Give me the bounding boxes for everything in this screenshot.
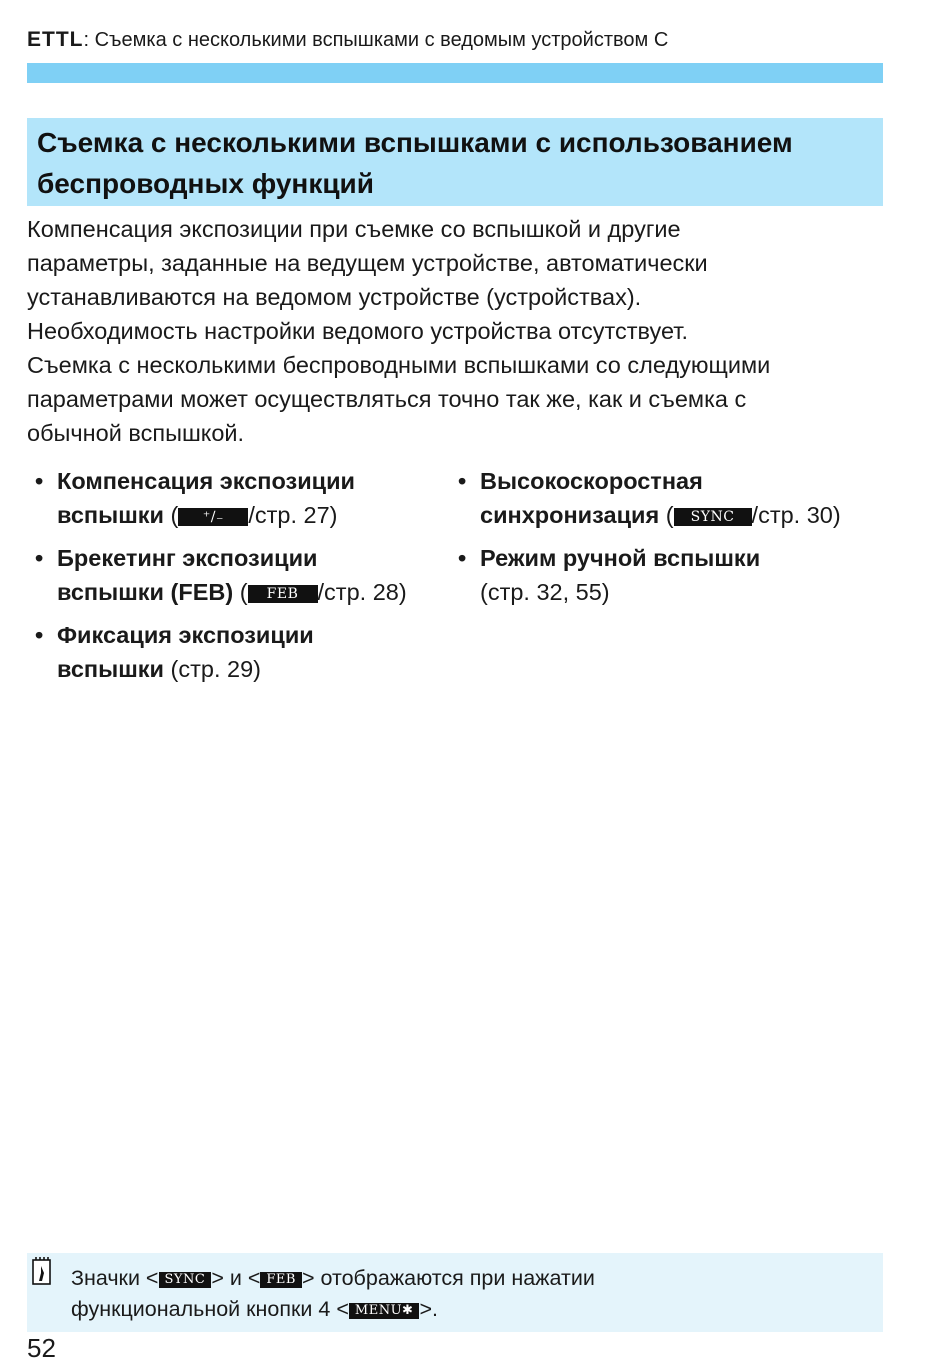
feature-item: • Брекетинг экспозиции вспышки (FEB) ( FEB /стр. 28) (35, 541, 450, 609)
bullet-dot: • (458, 468, 467, 494)
intro-line: обычной вспышкой. (27, 420, 245, 446)
feature-title: Режим ручной вспышки (480, 545, 761, 571)
feature-title: Компенсация экспозиции (57, 468, 355, 494)
intro-line: устанавливаются на ведомом устройстве (устройствах). (27, 284, 642, 310)
header-subtitle: : Съемка с несколькими вспышками с ведомым устройством C (83, 29, 669, 51)
feature-item (458, 541, 883, 609)
page-number: 52 (27, 1333, 56, 1363)
page-ref: (стр. 32, 55) (480, 579, 610, 605)
page-ref: /стр. 27) (248, 502, 338, 528)
intro-line: параметрами может осуществляться точно так же, как и съемка с (27, 386, 747, 412)
intro-line: Необходимость настройки ведомого устройства отсутствует. (27, 318, 688, 344)
feb-icon: FEB (248, 585, 318, 603)
section-title-box (27, 118, 883, 206)
feature-list-right (458, 464, 883, 618)
feature-item (35, 618, 450, 686)
feature-item: • Компенсация экспозиции вспышки ( ⁺∕₋ /стр. 27) (35, 464, 450, 532)
feature-title: вспышки (57, 502, 164, 528)
sync-icon: SYNC (674, 508, 752, 526)
intro-line: Компенсация экспозиции при съемке со вспышкой и другие (27, 216, 681, 242)
intro-paragraph (27, 212, 897, 450)
feature-title: Высокоскоростная (480, 468, 703, 494)
feature-item: • Высокоскоростная синхронизация ( SYNC /стр. 30) (458, 464, 883, 532)
flash-exposure-comp-icon: ⁺∕₋ (178, 508, 248, 526)
page-ref: /стр. 28) (317, 579, 407, 605)
bullet-dot: • (35, 468, 44, 494)
feature-title: Фиксация экспозиции (57, 622, 314, 648)
bullet-dot: • (35, 622, 44, 648)
ettl-mode-label: ETTL (27, 28, 84, 51)
running-header (27, 28, 668, 52)
note-box (27, 1253, 883, 1332)
header-color-bar (27, 63, 883, 83)
feature-title: вспышки (57, 656, 164, 682)
sync-icon: SYNC (159, 1272, 212, 1288)
note-text: Значки < SYNC > и < FEB > отображаются при нажатии функциональной кнопки 4 < MENU✱ >. (71, 1266, 595, 1321)
menu-button-icon: MENU✱ (349, 1303, 420, 1319)
feature-title: вспышки (FEB) (57, 579, 234, 605)
feature-title: синхронизация (480, 502, 660, 528)
page-ref: (стр. 29) (164, 656, 261, 682)
intro-line: параметры, заданные на ведущем устройстве, автоматически (27, 250, 708, 276)
intro-line: Съемка с несколькими беспроводными вспышками со следующими (27, 352, 771, 378)
page-ref: /стр. 30) (751, 502, 841, 528)
feb-icon: FEB (260, 1272, 302, 1288)
bullet-dot: • (35, 545, 44, 571)
section-title: Съемка с несколькими вспышками с использованием беспроводных функций (37, 127, 793, 199)
memo-note-icon (31, 1257, 53, 1287)
feature-title: Брекетинг экспозиции (57, 545, 318, 571)
feature-list-left (35, 464, 450, 695)
bullet-dot: • (458, 545, 467, 571)
